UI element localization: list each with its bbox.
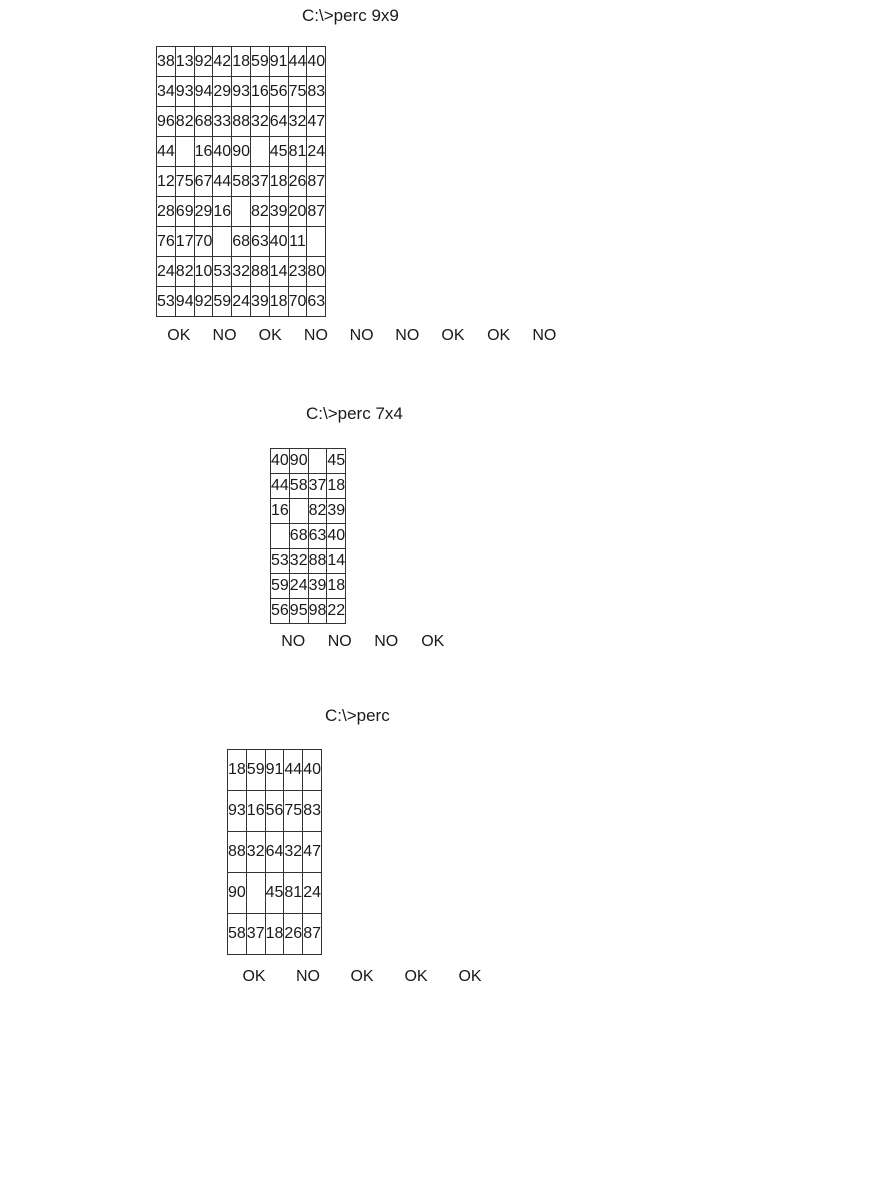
command-caption: C:\>perc 9x9 — [302, 6, 399, 25]
grid-row — [157, 137, 326, 167]
grid-cell: 32 — [250, 107, 269, 137]
percolation-grid — [227, 749, 322, 955]
grid-row — [228, 750, 322, 791]
grid-cell: 16 — [246, 791, 265, 832]
grid-cell: 32 — [232, 257, 251, 287]
grid-cell: 39 — [327, 499, 346, 524]
grid-cell: 64 — [269, 107, 288, 137]
grid-cell: 13 — [175, 47, 194, 77]
column-result: OK — [167, 327, 191, 344]
grid-cell: 87 — [303, 914, 322, 955]
grid-row — [157, 77, 326, 107]
grid-cell: 32 — [246, 832, 265, 873]
grid-cell: 63 — [307, 287, 326, 317]
grid-cell — [250, 137, 269, 167]
column-result: NO — [532, 327, 557, 344]
grid-cell: 56 — [269, 77, 288, 107]
grid-cell: 40 — [269, 227, 288, 257]
grid-cell: 82 — [308, 499, 327, 524]
grid-cell: 92 — [194, 287, 213, 317]
grid-cell: 53 — [157, 287, 176, 317]
grid-cell: 37 — [246, 914, 265, 955]
grid-cell: 24 — [232, 287, 251, 317]
grid-cell: 59 — [250, 47, 269, 77]
column-results — [270, 633, 456, 651]
grid-cell: 32 — [289, 549, 308, 574]
grid-cell: 42 — [213, 47, 232, 77]
grid-row — [228, 832, 322, 873]
grid-cell: 59 — [246, 750, 265, 791]
column-result: NO — [212, 327, 237, 344]
grid-row — [157, 197, 326, 227]
column-result: NO — [327, 633, 352, 650]
grid-cell: 16 — [250, 77, 269, 107]
grid-cell: 75 — [175, 167, 194, 197]
grid-cell: 68 — [232, 227, 251, 257]
grid-cell: 56 — [271, 599, 290, 624]
grid-cell: 88 — [250, 257, 269, 287]
grid-cell: 75 — [284, 791, 303, 832]
grid-cell: 82 — [175, 257, 194, 287]
grid-cell: 24 — [289, 574, 308, 599]
grid-cell: 47 — [307, 107, 326, 137]
column-result: OK — [487, 327, 511, 344]
grid-cell: 53 — [213, 257, 232, 287]
grid-cell: 23 — [288, 257, 307, 287]
grid-row — [271, 449, 346, 474]
grid-cell — [232, 197, 251, 227]
grid-cell — [289, 499, 308, 524]
column-result: OK — [421, 633, 445, 650]
grid-cell: 18 — [327, 474, 346, 499]
grid-cell: 93 — [175, 77, 194, 107]
grid-cell: 44 — [284, 750, 303, 791]
column-result: OK — [458, 968, 482, 985]
grid-cell: 44 — [157, 137, 176, 167]
grid-cell: 29 — [213, 77, 232, 107]
grid-cell: 81 — [288, 137, 307, 167]
grid-cell: 28 — [157, 197, 176, 227]
grid-cell: 90 — [232, 137, 251, 167]
grid-cell: 94 — [175, 287, 194, 317]
grid-cell: 40 — [213, 137, 232, 167]
grid-cell: 56 — [265, 791, 284, 832]
grid-cell: 18 — [265, 914, 284, 955]
grid-cell: 82 — [250, 197, 269, 227]
column-result: NO — [303, 327, 328, 344]
grid-cell: 37 — [250, 167, 269, 197]
grid-cell: 82 — [175, 107, 194, 137]
grid-row — [157, 47, 326, 77]
column-results — [227, 968, 497, 986]
column-result: NO — [281, 633, 306, 650]
column-result: OK — [441, 327, 465, 344]
grid-cell: 91 — [265, 750, 284, 791]
grid-row — [157, 107, 326, 137]
grid-cell: 40 — [303, 750, 322, 791]
grid-row — [271, 524, 346, 549]
grid-cell: 98 — [308, 599, 327, 624]
grid-cell: 83 — [303, 791, 322, 832]
grid-cell — [308, 449, 327, 474]
column-result: OK — [242, 968, 266, 985]
grid-cell: 95 — [289, 599, 308, 624]
grid-cell: 20 — [288, 197, 307, 227]
column-result: OK — [350, 968, 374, 985]
grid-cell: 63 — [308, 524, 327, 549]
percolation-grid — [270, 448, 346, 624]
grid-cell: 68 — [289, 524, 308, 549]
grid-cell: 14 — [327, 549, 346, 574]
grid-cell: 68 — [194, 107, 213, 137]
grid-cell: 88 — [228, 832, 247, 873]
grid-cell: 16 — [271, 499, 290, 524]
grid-row — [271, 549, 346, 574]
grid-cell: 58 — [228, 914, 247, 955]
grid-cell: 39 — [269, 197, 288, 227]
grid-cell: 40 — [327, 524, 346, 549]
grid-cell: 70 — [194, 227, 213, 257]
grid-cell: 29 — [194, 197, 213, 227]
grid-cell: 96 — [157, 107, 176, 137]
grid-row — [228, 914, 322, 955]
grid-cell: 12 — [157, 167, 176, 197]
grid-cell: 70 — [288, 287, 307, 317]
grid-cell: 24 — [307, 137, 326, 167]
grid-cell: 39 — [250, 287, 269, 317]
column-result: NO — [374, 633, 399, 650]
grid-cell: 37 — [308, 474, 327, 499]
grid-cell: 34 — [157, 77, 176, 107]
grid-cell — [271, 524, 290, 549]
grid-row — [157, 227, 326, 257]
grid-cell: 14 — [269, 257, 288, 287]
column-result: NO — [296, 968, 320, 985]
grid-cell: 11 — [288, 227, 307, 257]
grid-cell: 44 — [271, 474, 290, 499]
grid-cell: 87 — [307, 167, 326, 197]
grid-cell: 44 — [288, 47, 307, 77]
grid-cell: 76 — [157, 227, 176, 257]
grid-cell — [307, 227, 326, 257]
grid-cell: 32 — [288, 107, 307, 137]
grid-row — [157, 287, 326, 317]
grid-cell — [175, 137, 194, 167]
grid-cell: 33 — [213, 107, 232, 137]
grid-row — [271, 499, 346, 524]
grid-cell: 58 — [232, 167, 251, 197]
grid-row — [157, 257, 326, 287]
grid-cell: 16 — [194, 137, 213, 167]
grid-cell: 40 — [271, 449, 290, 474]
grid-cell: 88 — [232, 107, 251, 137]
grid-row — [228, 791, 322, 832]
grid-cell: 10 — [194, 257, 213, 287]
grid-cell: 24 — [157, 257, 176, 287]
grid-cell: 91 — [269, 47, 288, 77]
grid-cell: 67 — [194, 167, 213, 197]
grid-cell: 59 — [213, 287, 232, 317]
command-caption: C:\>perc 7x4 — [306, 404, 403, 423]
command-caption: C:\>perc — [325, 706, 390, 725]
grid-cell — [246, 873, 265, 914]
grid-cell: 18 — [327, 574, 346, 599]
column-result: NO — [349, 327, 374, 344]
grid-cell: 81 — [284, 873, 303, 914]
grid-cell: 93 — [228, 791, 247, 832]
grid-cell: 16 — [213, 197, 232, 227]
grid-cell: 18 — [232, 47, 251, 77]
grid-cell: 45 — [265, 873, 284, 914]
grid-row — [228, 873, 322, 914]
grid-cell: 32 — [284, 832, 303, 873]
grid-cell: 18 — [269, 287, 288, 317]
column-result: NO — [395, 327, 420, 344]
grid-cell: 40 — [307, 47, 326, 77]
grid-row — [271, 599, 346, 624]
grid-cell: 47 — [303, 832, 322, 873]
grid-cell: 45 — [327, 449, 346, 474]
grid-row — [271, 574, 346, 599]
grid-cell: 45 — [269, 137, 288, 167]
grid-cell: 90 — [228, 873, 247, 914]
grid-cell: 44 — [213, 167, 232, 197]
grid-cell: 69 — [175, 197, 194, 227]
grid-cell: 59 — [271, 574, 290, 599]
percolation-grid — [156, 46, 326, 317]
grid-cell: 53 — [271, 549, 290, 574]
grid-row — [271, 474, 346, 499]
grid-cell: 92 — [194, 47, 213, 77]
grid-cell: 22 — [327, 599, 346, 624]
grid-cell: 93 — [232, 77, 251, 107]
grid-row — [157, 167, 326, 197]
grid-cell: 18 — [269, 167, 288, 197]
grid-cell: 83 — [307, 77, 326, 107]
grid-cell: 18 — [228, 750, 247, 791]
column-results — [156, 327, 567, 345]
grid-cell — [213, 227, 232, 257]
grid-cell: 63 — [250, 227, 269, 257]
grid-cell: 90 — [289, 449, 308, 474]
grid-cell: 88 — [308, 549, 327, 574]
grid-cell: 75 — [288, 77, 307, 107]
column-result: OK — [404, 968, 428, 985]
grid-cell: 17 — [175, 227, 194, 257]
grid-cell: 58 — [289, 474, 308, 499]
grid-cell: 94 — [194, 77, 213, 107]
grid-cell: 26 — [288, 167, 307, 197]
grid-cell: 38 — [157, 47, 176, 77]
grid-cell: 64 — [265, 832, 284, 873]
grid-cell: 87 — [307, 197, 326, 227]
column-result: OK — [258, 327, 282, 344]
grid-cell: 39 — [308, 574, 327, 599]
grid-cell: 80 — [307, 257, 326, 287]
grid-cell: 26 — [284, 914, 303, 955]
grid-cell: 24 — [303, 873, 322, 914]
